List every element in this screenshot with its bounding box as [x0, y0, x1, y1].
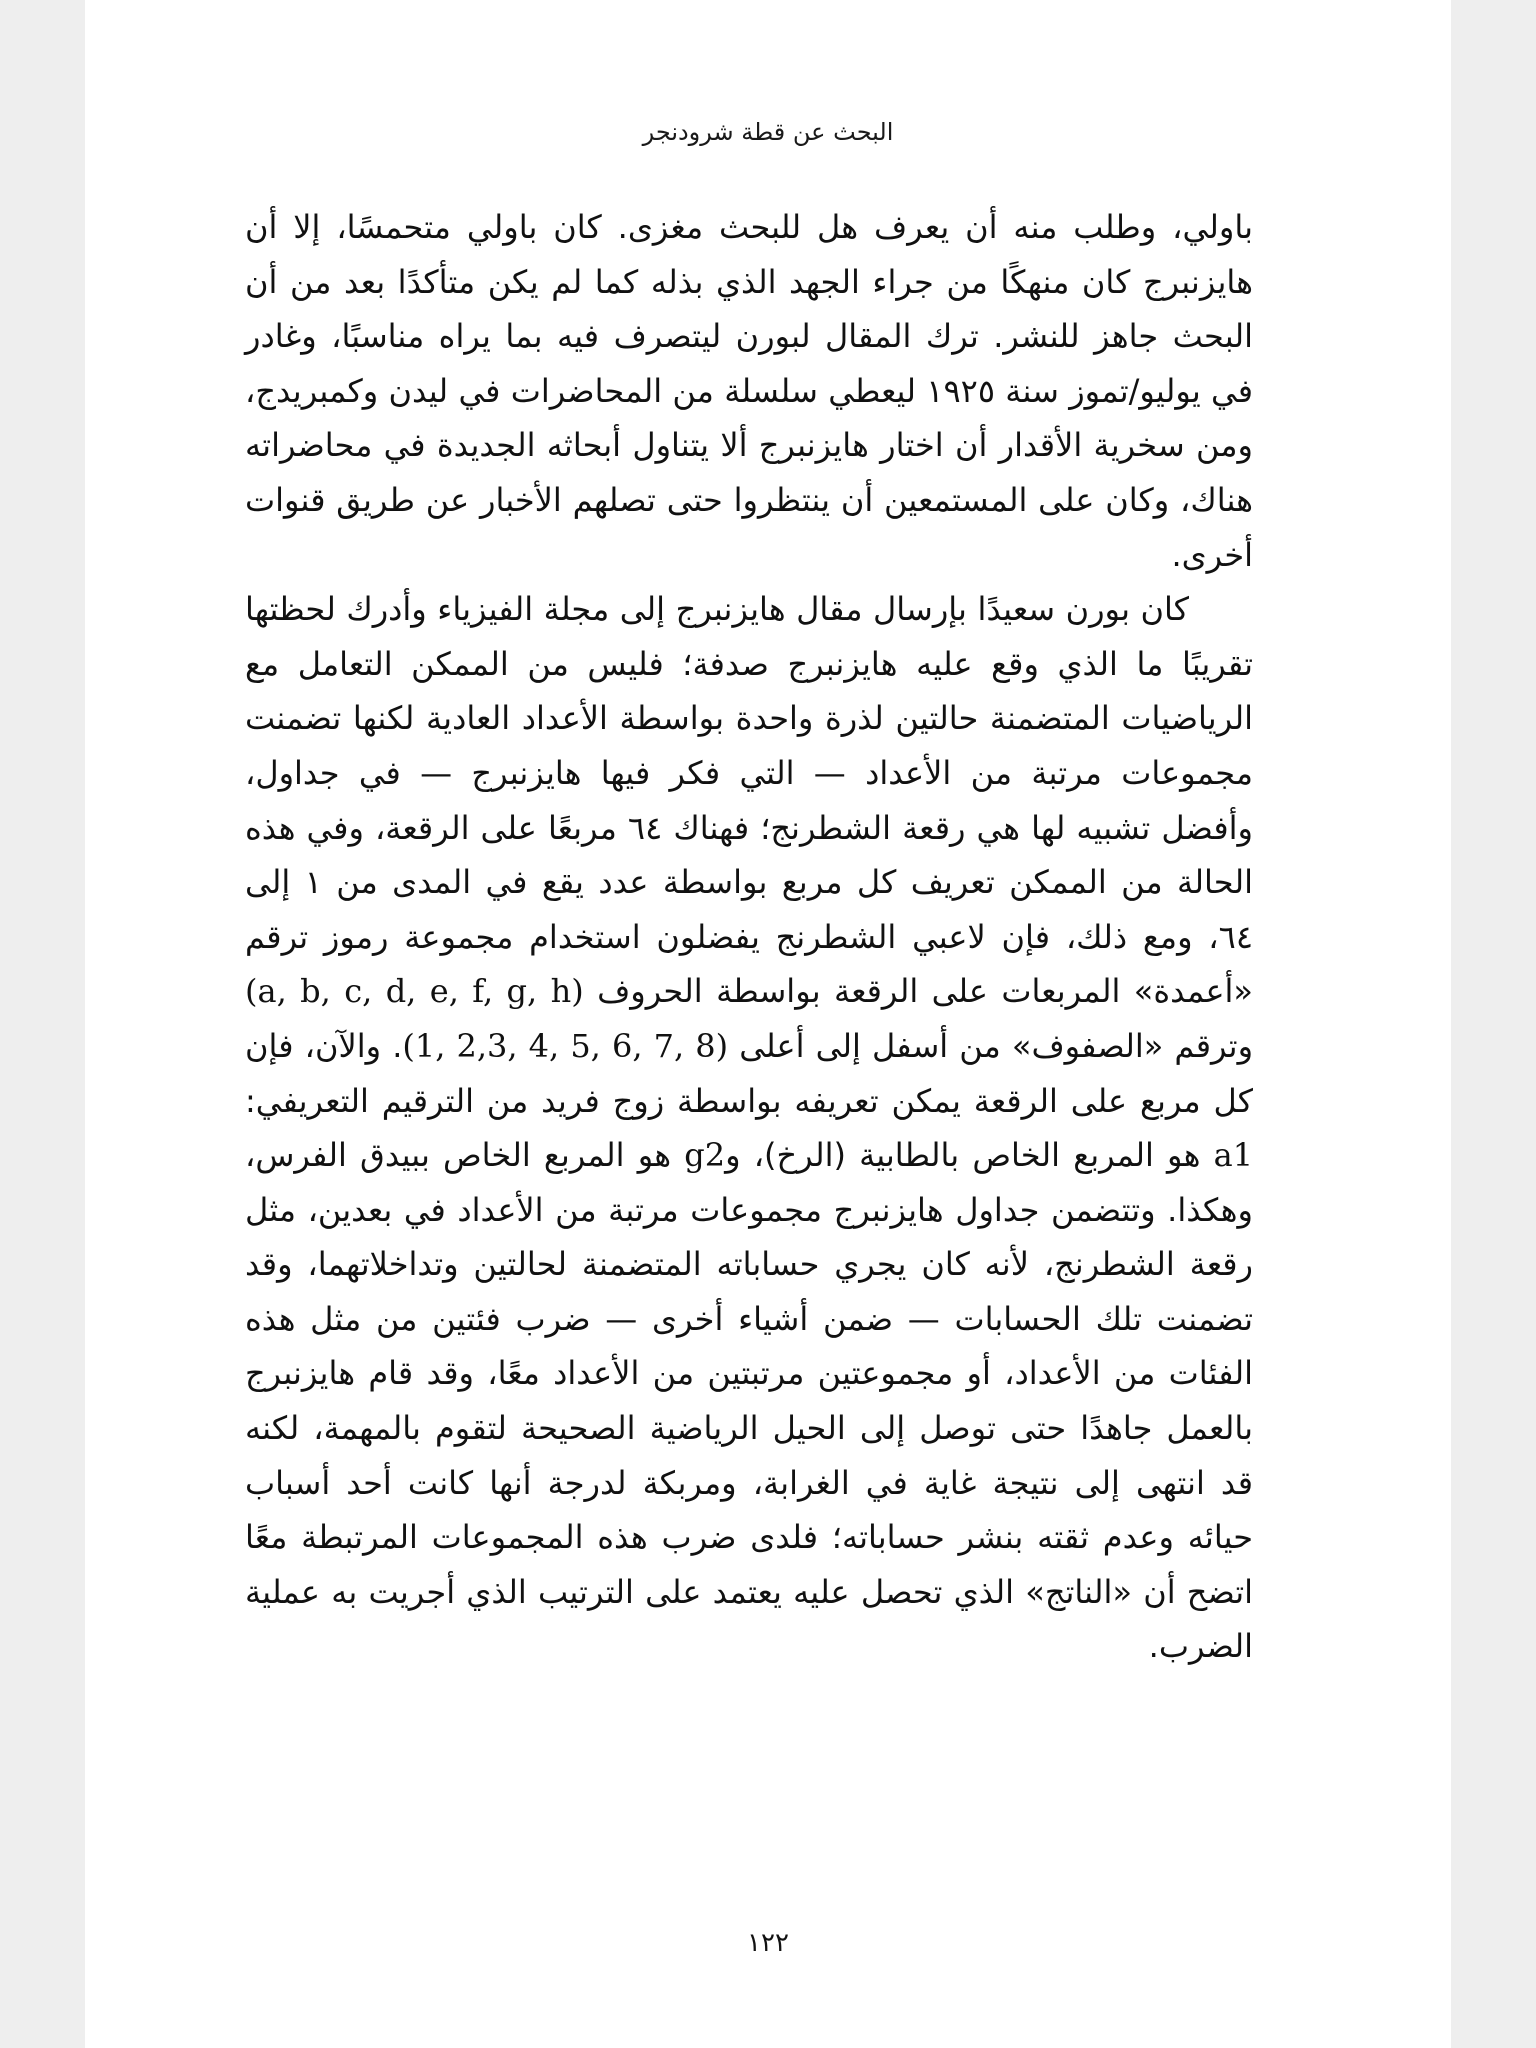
continuation-1: . والآن، فإن كل مربع على الرقعة يمكن تعريفه بواسطة زوج فريد من الترقيم التعريفي:: [245, 1026, 1253, 1120]
column-letters: (a, b, c, d, e, f, g, h): [245, 972, 584, 1011]
page-number: ١٢٢: [747, 1928, 789, 1958]
paragraph-1: باولي، وطلب منه أن يعرف هل للبحث مغزى. كان باولي متحمسًا، إلا أن هايزنبرج كان منهكًا من جراء الجهد الذي بذله كما لم يكن متأكدًا بعد من أن البحث جاهز للنشر. ترك المقال لبورن ليتصرف فيه بما يراه مناسبًا، وغادر في يوليو/تموز سنة ١٩٢٥ ليعطي سلسلة من المحاضرات في ليدن وكمبريدج، ومن سخرية الأقدار أن اختار هايزنبرج ألا يتناول أبحاثه الجديدة في محاضراته هناك، وكان على المستمعين أن ينتظروا حتى تصلهم الأخبار عن طريق قنوات أخرى.: [245, 208, 1254, 574]
square-g2: g2: [684, 1136, 726, 1175]
continuation-3: هو المربع الخاص ببيدق الفرس، وهكذا. وتتضمن جداول هايزنبرج مجموعات مرتبة من الأعداد في بعدين، مثل رقعة الشطرنج، لأنه كان يجري حساباته المتضمنة لحالتين وتداخلاتهما، وقد تضمنت تلك الحسابات — ضمن أشياء أخرى — ضرب فئتين من مثل هذه الفئات من الأعداد، أو مجموعتين مرتبتين من الأعداد معًا، وقد قام هايزنبرج بالعمل جاهدًا حتى توصل إلى الحيل الرياضية الصحيحة لتقوم بالمهمة، لكنه قد انتهى إلى نتيجة غاية في الغرابة، ومربكة لدرجة أنها كانت أحد أسباب حيائه وعدم ثقته بنشر حساباته؛ فلدى ضرب هذه المجموعات المرتبطة معًا اتضح أن «الناتج» الذي تحصل عليه يعتمد على الترتيب الذي أجريت به عملية الضرب.: [245, 1136, 1253, 1666]
row-numbers: (1, 2,3, 4, 5, 6, 7, 8): [402, 1026, 729, 1065]
continuation-2: هو المربع الخاص بالطابية (الرخ)، و: [725, 1136, 1201, 1175]
body-text: [245, 200, 1253, 1674]
running-header: البحث عن قطة شرودنجر: [642, 118, 894, 146]
square-a1: a1: [1213, 1136, 1254, 1175]
book-page: [85, 0, 1451, 2048]
paragraph-2: [245, 582, 1253, 1674]
rows-text: وترقم «الصفوف» من أسفل إلى أعلى: [739, 1026, 1254, 1065]
paragraph-2-opening: كان بورن سعيدًا بإرسال مقال هايزنبرج إلى مجلة الفيزياء وأدرك لحظتها تقريبًا ما الذي وقع عليه هايزنبرج صدفة؛ فليس من الممكن التعامل مع الرياضيات المتضمنة حالتين لذرة واحدة بواسطة الأعداد العادية لكنها تضمنت مجموعات مرتبة من الأعداد — التي فكر فيها هايزنبرج — في جداول، وأفضل تشبيه لها هي رقعة الشطرنج؛ فهناك ٦٤ مربعًا على الرقعة، وفي هذه الحالة من الممكن تعريف كل مربع بواسطة عدد يقع في المدى من ١ إلى ٦٤، ومع ذلك، فإن لاعبي الشطرنج يفضلون استخدام مجموعة رموز ترقم «أعمدة» المربعات على الرقعة بواسطة الحروف: [245, 590, 1254, 1011]
